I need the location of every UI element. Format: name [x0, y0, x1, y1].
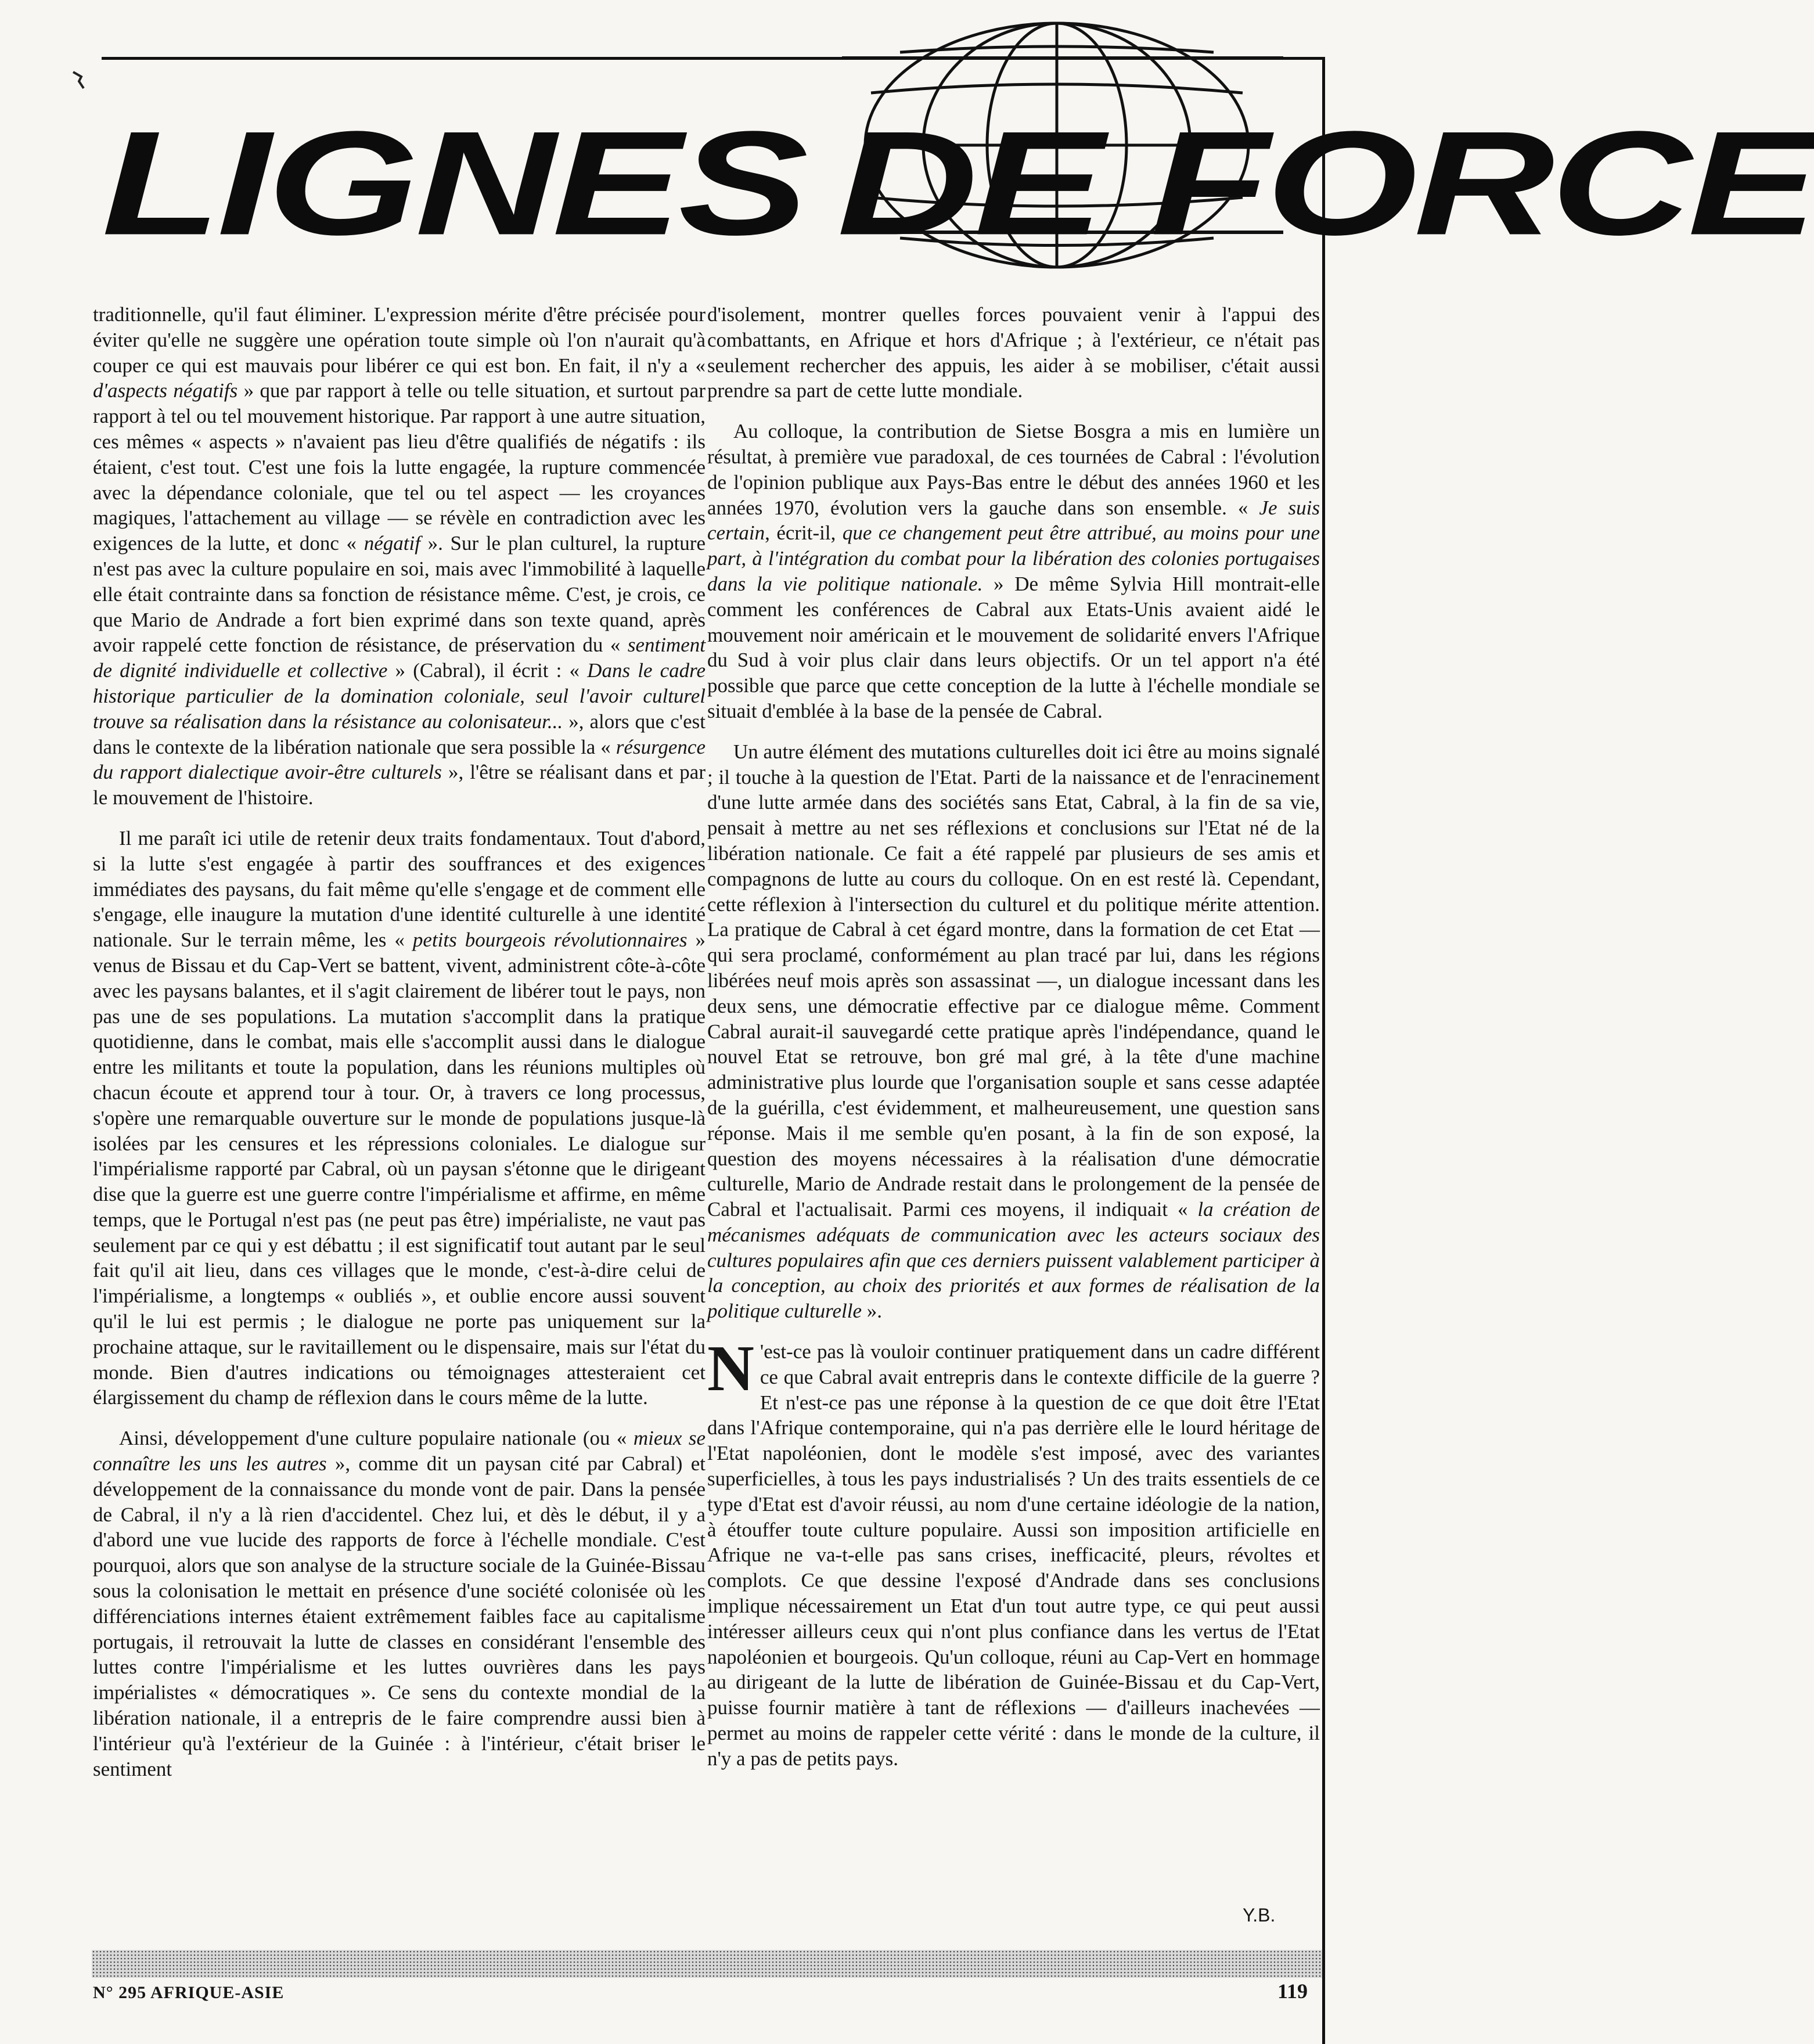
article-paragraph: [707, 739, 1320, 1324]
text-run: Au colloque, la contribution de Sietse Bosgra a mis en lumière un résultat, à première vue paradoxal, de ces tournées de Cabral : l'évolution de l'opinion publique aux Pays-Bas entre le début des années 1960 et les années 1970, évolution vers la gauche dans son ensemble. «: [707, 420, 1320, 519]
section-title: [102, 100, 1814, 266]
italic-quote: petits bourgeois révolutionnaires: [412, 929, 688, 952]
text-run: traditionnelle, qu'il faut éliminer. L'expression mérite d'être précisée pour éviter qu'elle ne suggère une opération toute simple où l'on n'aurait qu'à couper ce qui est mauvais pour libérer ce qui est bon. En fait, il n'y a «: [93, 303, 706, 377]
page-frame-right-rule: [1322, 57, 1325, 2044]
scan-speck-icon: [69, 69, 92, 92]
article-paragraph: [707, 302, 1320, 404]
article-paragraph: [93, 1426, 706, 1782]
section-title-right: DE FORCE: [837, 100, 1814, 266]
drop-cap: N: [707, 1333, 754, 1405]
author-signature: Y.B.: [1243, 1905, 1276, 1926]
text-run: », comme dit un paysan cité par Cabral) et développement de la connaissance du monde vont de pair. Dans la pensée de Cabral, il n'y a là rien d'accidentel. Chez lui, et dès le début, il y a d'abord une vue lucide des rapports de force à l'échelle mondiale. C'est pourquoi, alors que son analyse de la structure sociale de la Guinée-Bissau sous la colonisation le mettait en présence d'une société colonisée où les différenciations internes étaient extrêmement faibles face au capitalisme portugais, il retrouvait la lutte de classes en considérant l'ensemble des luttes contre l'impérialisme et les luttes ouvrières dans les pays impérialistes « démocratiques ». Ce sens du contexte mondial de la libération nationale, il a entrepris de le faire comprendre aussi bien à l'intérieur qu'à l'extérieur de la Guinée : à l'intérieur, c'était briser le sentiment: [93, 1452, 706, 1780]
text-run: , écrit-il,: [765, 521, 843, 545]
text-run: Un autre élément des mutations culturelles doit ici être au moins signalé ; il touche à la question de l'Etat. Parti de la naissance et de l'enracinement d'une lutte armée dans des sociétés sans Etat, Cabral, à la fin de sa vie, pensait à mettre au net ses réflexions et conclusions sur l'Etat né de la libération nationale. Ce fait a été rappelé par plusieurs de ses amis et compagnons de lutte au cours du colloque. On en est resté là. Cependant, cette réflexion à l'intersection du culturel et du politique mérite attention. La pratique de Cabral à cet égard montre, dans la formation de cet Etat — qui sera proclamé, conformément au plan tracé par lui, dans les régions libérées neuf mois après son assassinat —, un dialogue incessant dans les deux sens, une démocratie effective par ce dialogue même. Comment Cabral aurait-il sauvegardé cette pratique après l'indépendance, quand le nouvel Etat se retrouve, bon gré mal gré, à la tête d'une machine administrative plus lourde que l'organisation souple et sans cesse adaptée de la guérilla, c'est évidemment, et malheureusement, une question sans réponse. Mais il me semble qu'en posant, à la fin de son exposé, la question des moyens nécessaires à la réalisation d'une démocratie culturelle, Mario de Andrade restait dans le prolongement de la pensée de Cabral et l'actualisait. Parmi ces moyens, il indiquait «: [707, 740, 1320, 1221]
italic-quote: Dans le cadre historique particulier de la domination coloniale, seul l'avoir culturel trouve sa réalisation dans la résistance au colonisateur...: [93, 659, 706, 733]
article-column-left: [93, 302, 706, 1797]
italic-quote: Je suis certain: [707, 496, 1320, 545]
italic-quote: sentiment de dignité individuelle et collective: [93, 634, 706, 682]
text-run: », l'être se réalisant dans et par le mouvement de l'histoire.: [93, 761, 706, 809]
footer-issue: N° 295 AFRIQUE-ASIE: [93, 1983, 285, 2002]
article-paragraph: [93, 302, 706, 811]
text-run: ». Sur le plan culturel, la rupture n'est pas avec la culture populaire en soi, mais avec l'immobilité à laquelle elle était contrainte dans sa fonction de résistance même. C'est, je crois, ce que Mario de Andrade a fort bien exprimé dans son texte quand, après avoir rappelé cette fonction de résistance, de préservation du «: [93, 532, 706, 657]
halftone-band: [92, 1950, 1322, 1978]
italic-quote: d'aspects négatifs: [93, 379, 238, 402]
text-run: Ainsi, développement d'une culture populaire nationale (ou «: [119, 1427, 634, 1450]
article-column-right: [707, 302, 1320, 1787]
section-title-left: LIGNES: [102, 100, 805, 266]
text-run: 'est-ce pas là vouloir continuer pratiquement dans un cadre différent ce que Cabral avait entrepris dans le contexte difficile de la guerre ? Et n'est-ce pas une réponse à la question de ce que doit être l'Etat dans l'Afrique contemporaine, qui n'a pas derrière elle le lourd héritage de l'Etat napoléonien, dont le modèle s'est imposé, avec des variantes superficielles, à tous les pays industrialisés ? Un des traits essentiels de ce type d'Etat est d'avoir réussi, au nom d'une certaine idéologie de la nation, à étouffer toute culture populaire. Aussi son imposition artificielle en Afrique ne va-t-elle pas sans crises, inefficacité, pleurs, révoltes et complots. Ce que dessine l'exposé d'Andrade dans ses conclusions implique nécessairement un Etat d'un tout autre type, ce qui peut aussi intéresser ailleurs ceux qui n'ont plus confiance dans les vertus de l'Etat napoléonien et bourgeois. Qu'un colloque, réuni au Cap-Vert en hommage au dirigeant de la lutte de libération de Guinée-Bissau et du Cap-Vert, puisse fournir matière à tant de réflexions — d'ailleurs inachevées — permet au moins de rappeler cette vérité : dans le monde de la culture, il n'y a pas de petits pays.: [707, 1340, 1320, 1770]
text-run: » que par rapport à telle ou telle situation, et surtout par rapport à tel ou tel mouvement historique. Par rapport à une autre situation, ces mêmes « aspects » n'avaient pas lieu d'être qualifiés de négatifs : ils étaient, c'est tout. C'est une fois la lutte engagée, la rupture commencée avec la dépendance coloniale, que tel ou tel aspect — les croyances magiques, l'attachement au village — se révèle en contradiction avec les exigences de la lutte, et donc «: [93, 379, 706, 555]
italic-quote: négatif: [363, 532, 420, 555]
article-paragraph: [93, 826, 706, 1410]
text-run: » De même Sylvia Hill montrait-elle comment les conférences de Cabral aux Etats-Unis avaient aidé le mouvement noir américain et le mouvement de solidarité envers l'Afrique du Sud à voir plus clair dans leurs objectifs. Or un tel apport n'a été possible que parce que cette conception de la lutte à l'échelle mondiale se situait d'emblée à la base de la pensée de Cabral.: [707, 572, 1320, 722]
italic-quote: résurgence du rapport dialectique avoir-être culturels: [93, 735, 706, 784]
text-run: d'isolement, montrer quelles forces pouvaient venir à l'appui des combattants, en Afrique et hors d'Afrique ; à l'extérieur, ce n'était pas seulement rechercher des appuis, les aider à se mobiliser, c'était aussi prendre sa part de cette lutte mondiale.: [707, 303, 1320, 402]
footer-page-number: 119: [1277, 1980, 1308, 2003]
text-run: Il me paraît ici utile de retenir deux traits fondamentaux. Tout d'abord, si la lutte s'est engagée à partir des souffrances et des exigences immédiates des paysans, du fait même qu'elle s'engage et de comment elle s'engage, elle inaugure la mutation d'une identité culturelle à une identité nationale. Sur le terrain même, les «: [93, 826, 706, 952]
text-run: », alors que c'est dans le contexte de la libération nationale que sera possible la «: [93, 710, 706, 758]
italic-quote: que ce changement peut être attribué, au moins pour une part, à l'intégration du combat pour la libération des colonies portugaises dans la vie politique nationale.: [707, 521, 1320, 595]
text-run: » venus de Bissau et du Cap-Vert se battent, vivent, administrent côte-à-côte avec les paysans balantes, et il s'agit clairement de libérer tout le pays, non pas une de ses populations. La mutation s'accomplit dans la pratique quotidienne, dans le combat, mais elle s'accomplit aussi dans le dialogue entre les militants et toute la population, dans les réunions multiples où chacun écoute et apprend tour à tour. Or, à travers ce long processus, s'opère une remarquable ouverture sur le monde de populations jusque-là isolées par les censures et les répressions coloniales. Le dialogue sur l'impérialisme rapporté par Cabral, où un paysan s'étonne que le dirigeant dise que la guerre est une guerre contre l'impérialisme et affirme, en même temps, que le Portugal n'est pas (ne peut pas être) impérialiste, ne vaut pas seulement par ce qui y est débattu ; il est significatif tout autant par le seul fait qu'il ait lieu, dans ces villages que le monde, c'est-à-dire celui de l'impérialisme, a longtemps « oubliés », et oublie encore aussi souvent qu'il le lui est permis ; le dialogue ne porte pas uniquement sur la prochaine attaque, sur le ravitaillement ou le dispensaire, mais sur l'état du monde. Bien d'autres indications ou témoignages attesteraient cet élargissement du champ de réflexion dans le cours même de la lutte.: [93, 929, 706, 1409]
article-paragraph: [707, 1333, 1320, 1772]
article-paragraph: [707, 419, 1320, 724]
text-run: ».: [862, 1300, 883, 1323]
italic-quote: la création de mécanismes adéquats de communication avec les acteurs sociaux des cultures populaires afin que ces derniers puissent valablement participer à la conception, au choix des priorités et aux formes de réalisation de la politique culturelle: [707, 1198, 1320, 1323]
text-run: » (Cabral), il écrit : «: [387, 659, 588, 682]
italic-quote: mieux se connaître les uns les autres: [93, 1427, 706, 1476]
